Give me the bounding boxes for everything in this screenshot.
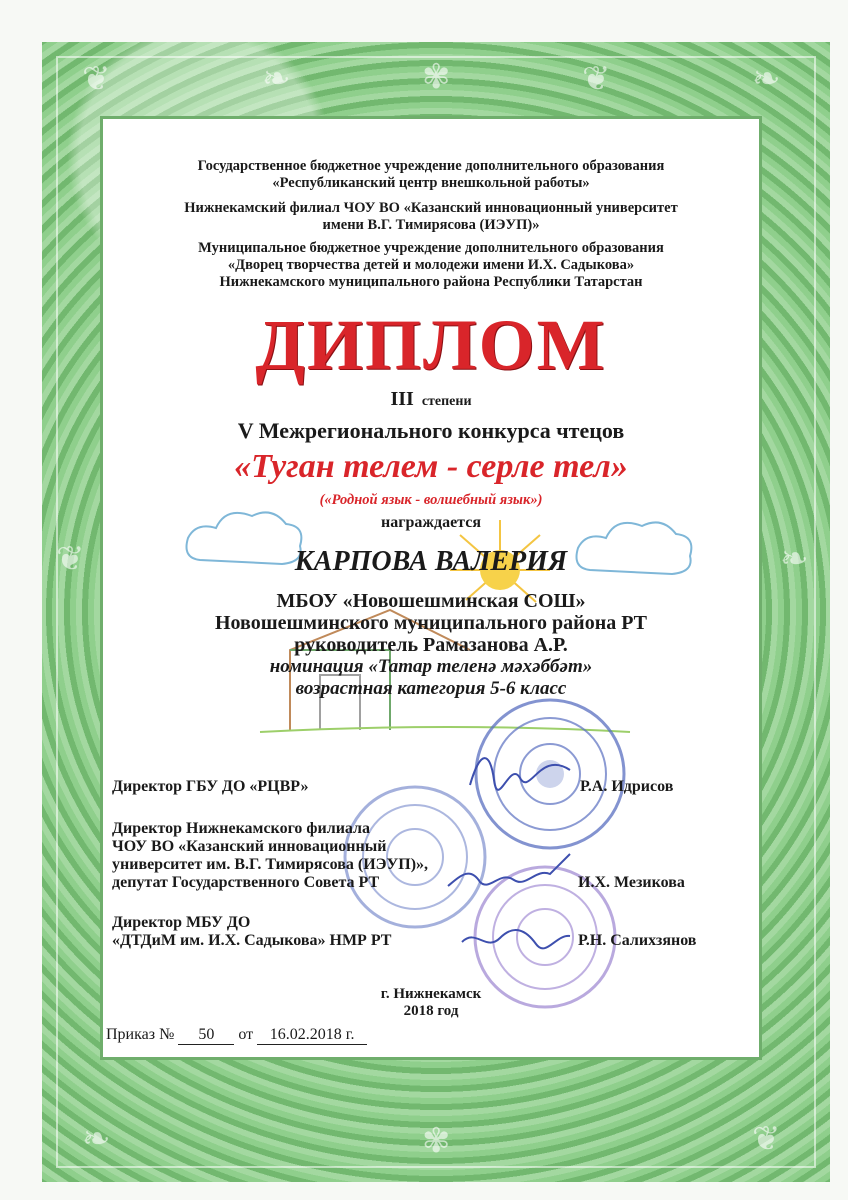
signer-title: Директор ГБУ ДО «РЦВР»: [112, 778, 309, 795]
recipient-school: МБОУ «Новошешминская СОШ»: [276, 590, 586, 612]
signature-icon: [456, 918, 576, 958]
signer-title: университет им. В.Г. Тимирясова (ИЭУП)»,: [112, 856, 429, 873]
organization-line: имени В.Г. Тимирясова (ИЭУП)»: [322, 217, 540, 233]
order-label: Приказ №: [106, 1026, 175, 1043]
organization-line: Нижнекамского муниципального района Республики Татарстан: [219, 274, 643, 290]
order-line: [106, 1026, 367, 1045]
signature-row-2: [112, 820, 428, 892]
organization-1: [108, 158, 754, 192]
recipient-supervisor: руководитель Рамазанова А.Р.: [294, 634, 568, 656]
recipient-nomination: номинация «Татар теленә мәхәббәт»: [269, 656, 593, 677]
signer-name-2: И.Х. Мезикова: [578, 874, 685, 891]
signature-icon: [440, 846, 580, 906]
diploma-title: ДИПЛОМ: [255, 305, 607, 385]
signature-row-1: [112, 778, 308, 796]
degree: [108, 388, 754, 411]
signer-title: Директор Нижнекамского филиала: [112, 820, 371, 837]
recipient-district: Новошешминского муниципального района РТ: [214, 612, 648, 634]
degree-number: III: [390, 388, 414, 410]
ornament-swirl-icon: ✾: [422, 1121, 451, 1161]
degree-word: степени: [421, 394, 472, 409]
year: 2018 год: [403, 1003, 459, 1019]
contest-line: V Межрегионального конкурса чтецов: [237, 418, 625, 443]
place-year: [108, 986, 754, 1020]
signer-title: депутат Государственного Совета РТ: [112, 874, 380, 891]
organization-line: «Дворец творчества детей и молодежи имени И.Х. Садыкова»: [227, 257, 635, 273]
organization-line: Государственное бюджетное учреждение дополнительного образования: [197, 158, 665, 174]
ornament-swirl-icon: ❧: [82, 1119, 111, 1159]
ornament-swirl-icon: ❦: [82, 59, 111, 99]
order-from-label: от: [238, 1026, 254, 1043]
signer-title: «ДТДиМ им. И.Х. Садыкова» НМР РТ: [112, 932, 392, 949]
signer-name-3: Р.Н. Салихзянов: [578, 932, 697, 949]
organization-line: «Республиканский центр внешкольной работы»: [272, 175, 590, 191]
ornament-swirl-icon: ❧: [752, 59, 781, 99]
ornament-swirl-icon: ✾: [422, 57, 451, 97]
city: г. Нижнекамск: [380, 986, 482, 1002]
ornament-swirl-icon: ❦: [56, 539, 85, 579]
signer-title: ЧОУ ВО «Казанский инновационный: [112, 838, 387, 855]
ornament-swirl-icon: ❦: [582, 59, 611, 99]
ornament-swirl-icon: ❧: [262, 59, 291, 99]
ornament-swirl-icon: ❦: [752, 1119, 781, 1159]
signature-icon: [460, 740, 580, 800]
recipient-details: [108, 590, 754, 700]
signature-row-3: [112, 914, 391, 950]
awarded-label: награждается: [381, 514, 481, 531]
organization-3: [108, 240, 754, 291]
recipient-name: КАРПОВА ВАЛЕРИЯ: [294, 546, 568, 577]
organization-line: Нижнекамский филиал ЧОУ ВО «Казанский инновационный университет: [184, 200, 678, 216]
recipient-category: возрастная категория 5-6 класс: [295, 678, 567, 699]
ornament-swirl-icon: ❧: [780, 539, 809, 579]
contest-subtitle: («Родной язык - волшебный язык»): [319, 492, 543, 508]
order-date: 16.02.2018 г.: [257, 1026, 367, 1045]
organization-line: Муниципальное бюджетное учреждение дополнительного образования: [198, 240, 664, 256]
signer-name-1: Р.А. Идрисов: [580, 778, 674, 795]
signer-title: Директор МБУ ДО: [112, 914, 251, 931]
contest-title: «Туган телем - серле тел»: [234, 448, 628, 485]
organization-2: [108, 200, 754, 234]
order-number: 50: [178, 1026, 234, 1045]
